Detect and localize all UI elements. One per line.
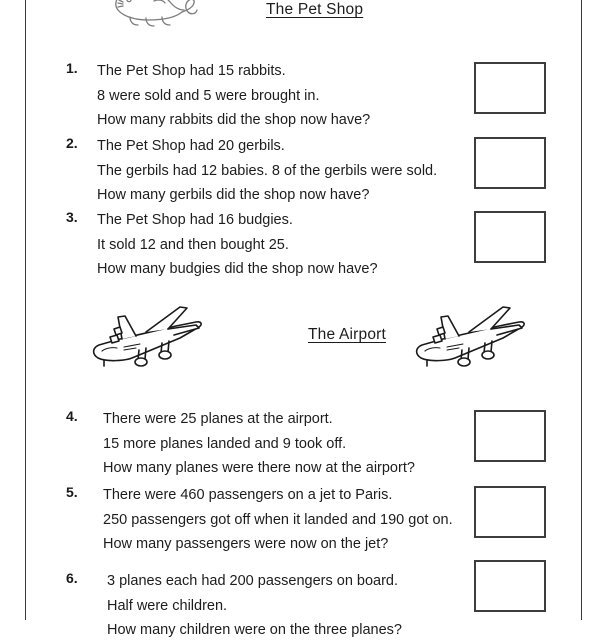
rabbit-illustration (96, 0, 200, 35)
question-3-line-3: How many budgies did the shop now have? (97, 261, 378, 277)
question-5-number: 5. (66, 484, 78, 500)
question-1-text (97, 59, 370, 133)
question-4-line-3: How many planes were there now at the airport? (103, 460, 415, 476)
question-3-text (97, 208, 378, 282)
question-5-line-1: There were 460 passengers on a jet to Paris. (103, 487, 393, 503)
question-1-line-3: How many rabbits did the shop now have? (97, 112, 371, 128)
question-3-number: 3. (66, 209, 78, 225)
question-5-text (103, 483, 453, 557)
question-6-line-1: 3 planes each had 200 passengers on board. (107, 573, 399, 589)
answer-box-6[interactable] (474, 560, 546, 612)
question-1-line-1: The Pet Shop had 15 rabbits. (97, 63, 286, 79)
answer-box-3[interactable] (474, 211, 546, 263)
question-6-number: 6. (66, 570, 78, 586)
question-2-line-3: How many gerbils did the shop now have? (97, 187, 370, 203)
answer-box-5[interactable] (474, 486, 546, 538)
question-4-number: 4. (66, 408, 78, 424)
question-3-line-1: The Pet Shop had 16 budgies. (97, 212, 293, 228)
question-4-line-2: 15 more planes landed and 9 took off. (103, 435, 347, 452)
answer-box-2[interactable] (474, 137, 546, 189)
answer-box-4[interactable] (474, 410, 546, 462)
page-border-left-rule (25, 0, 26, 620)
question-6-line-2: Half were children. (107, 597, 228, 614)
section-heading-pet-shop: The Pet Shop (266, 1, 364, 18)
question-3-line-2: It sold 12 and then bought 25. (97, 236, 289, 253)
question-5-line-2: 250 passengers got off when it landed and 190 got on. (103, 511, 453, 528)
question-4-line-1: There were 25 planes at the airport. (103, 411, 333, 427)
question-6-line-3: How many children were on the three planes? (107, 622, 402, 638)
question-4-text (103, 407, 415, 481)
question-5-line-3: How many passengers were now on the jet? (103, 536, 389, 552)
airplane-illustration-right (407, 303, 531, 388)
question-6-text (107, 569, 402, 643)
question-2-text (97, 134, 437, 208)
question-1-number: 1. (66, 60, 78, 76)
question-2-line-1: The Pet Shop had 20 gerbils. (97, 138, 285, 154)
question-2-line-2: The gerbils had 12 babies. 8 of the gerbils were sold. (97, 162, 438, 179)
answer-box-1[interactable] (474, 62, 546, 114)
question-1-line-2: 8 were sold and 5 were brought in. (97, 87, 320, 104)
section-heading-airport: The Airport (308, 326, 387, 343)
airplane-illustration-left (84, 303, 208, 388)
question-2-number: 2. (66, 135, 78, 151)
page-border-right-rule (581, 0, 582, 620)
